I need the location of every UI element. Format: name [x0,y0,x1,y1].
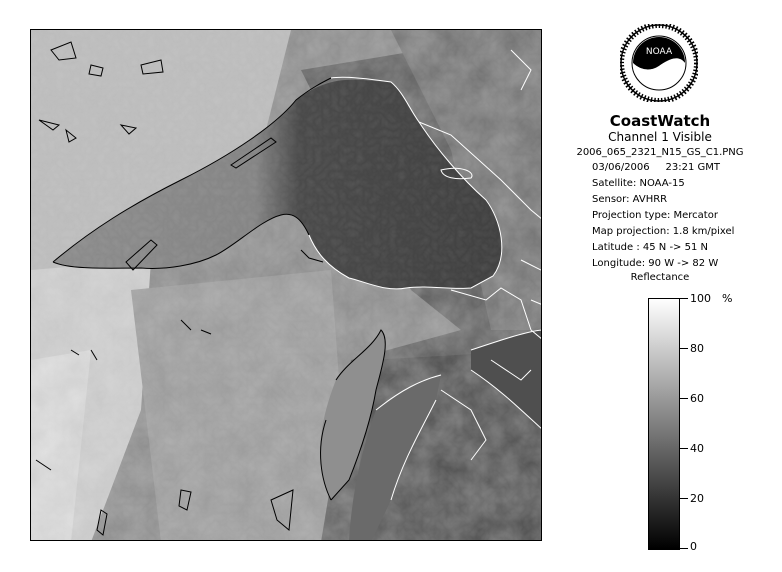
projection-type-text: Projection type: Mercator [592,210,718,221]
colorbar-tick [680,398,688,399]
satellite-image [31,30,542,541]
file-name: 2006_065_2321_N15_GS_C1.PNG [576,147,744,158]
satellite-text: Satellite: NOAA-15 [592,178,685,189]
channel-title: Channel 1 Visible [608,130,712,144]
colorbar-tick [680,498,688,499]
satellite-map [30,29,542,541]
colorbar-tick [680,348,688,349]
map-projection-text: Map projection: 1.8 km/pixel [592,226,735,237]
latitude-text: Latitude : 45 N -> 51 N [592,242,708,253]
colorbar-unit: % [722,292,733,305]
noaa-logo-icon [620,24,698,102]
colorbar-tick [680,298,688,299]
time-text: 23:21 GMT [665,162,721,173]
colorbar-tick-label: 40 [690,442,704,455]
longitude-text: Longitude: 90 W -> 82 W [592,258,719,269]
colorbar-tick-label: 80 [690,342,704,355]
brand-title: CoastWatch [609,112,711,130]
colorbar-tick-label: 0 [690,540,697,553]
sensor-text: Sensor: AVHRR [592,194,668,205]
colorbar-tick-label: 20 [690,492,704,505]
colorbar-tick-label: 100 [690,292,711,305]
colorbar-tick [680,448,688,449]
reflectance-colorbar [648,298,680,550]
logo-text: NOAA [645,47,673,57]
date-text: 03/06/2006 [592,162,650,173]
colorbar-title: Reflectance [630,272,690,283]
colorbar-tick [680,548,688,549]
date-time-row [592,162,720,173]
colorbar-tick-label: 60 [690,392,704,405]
